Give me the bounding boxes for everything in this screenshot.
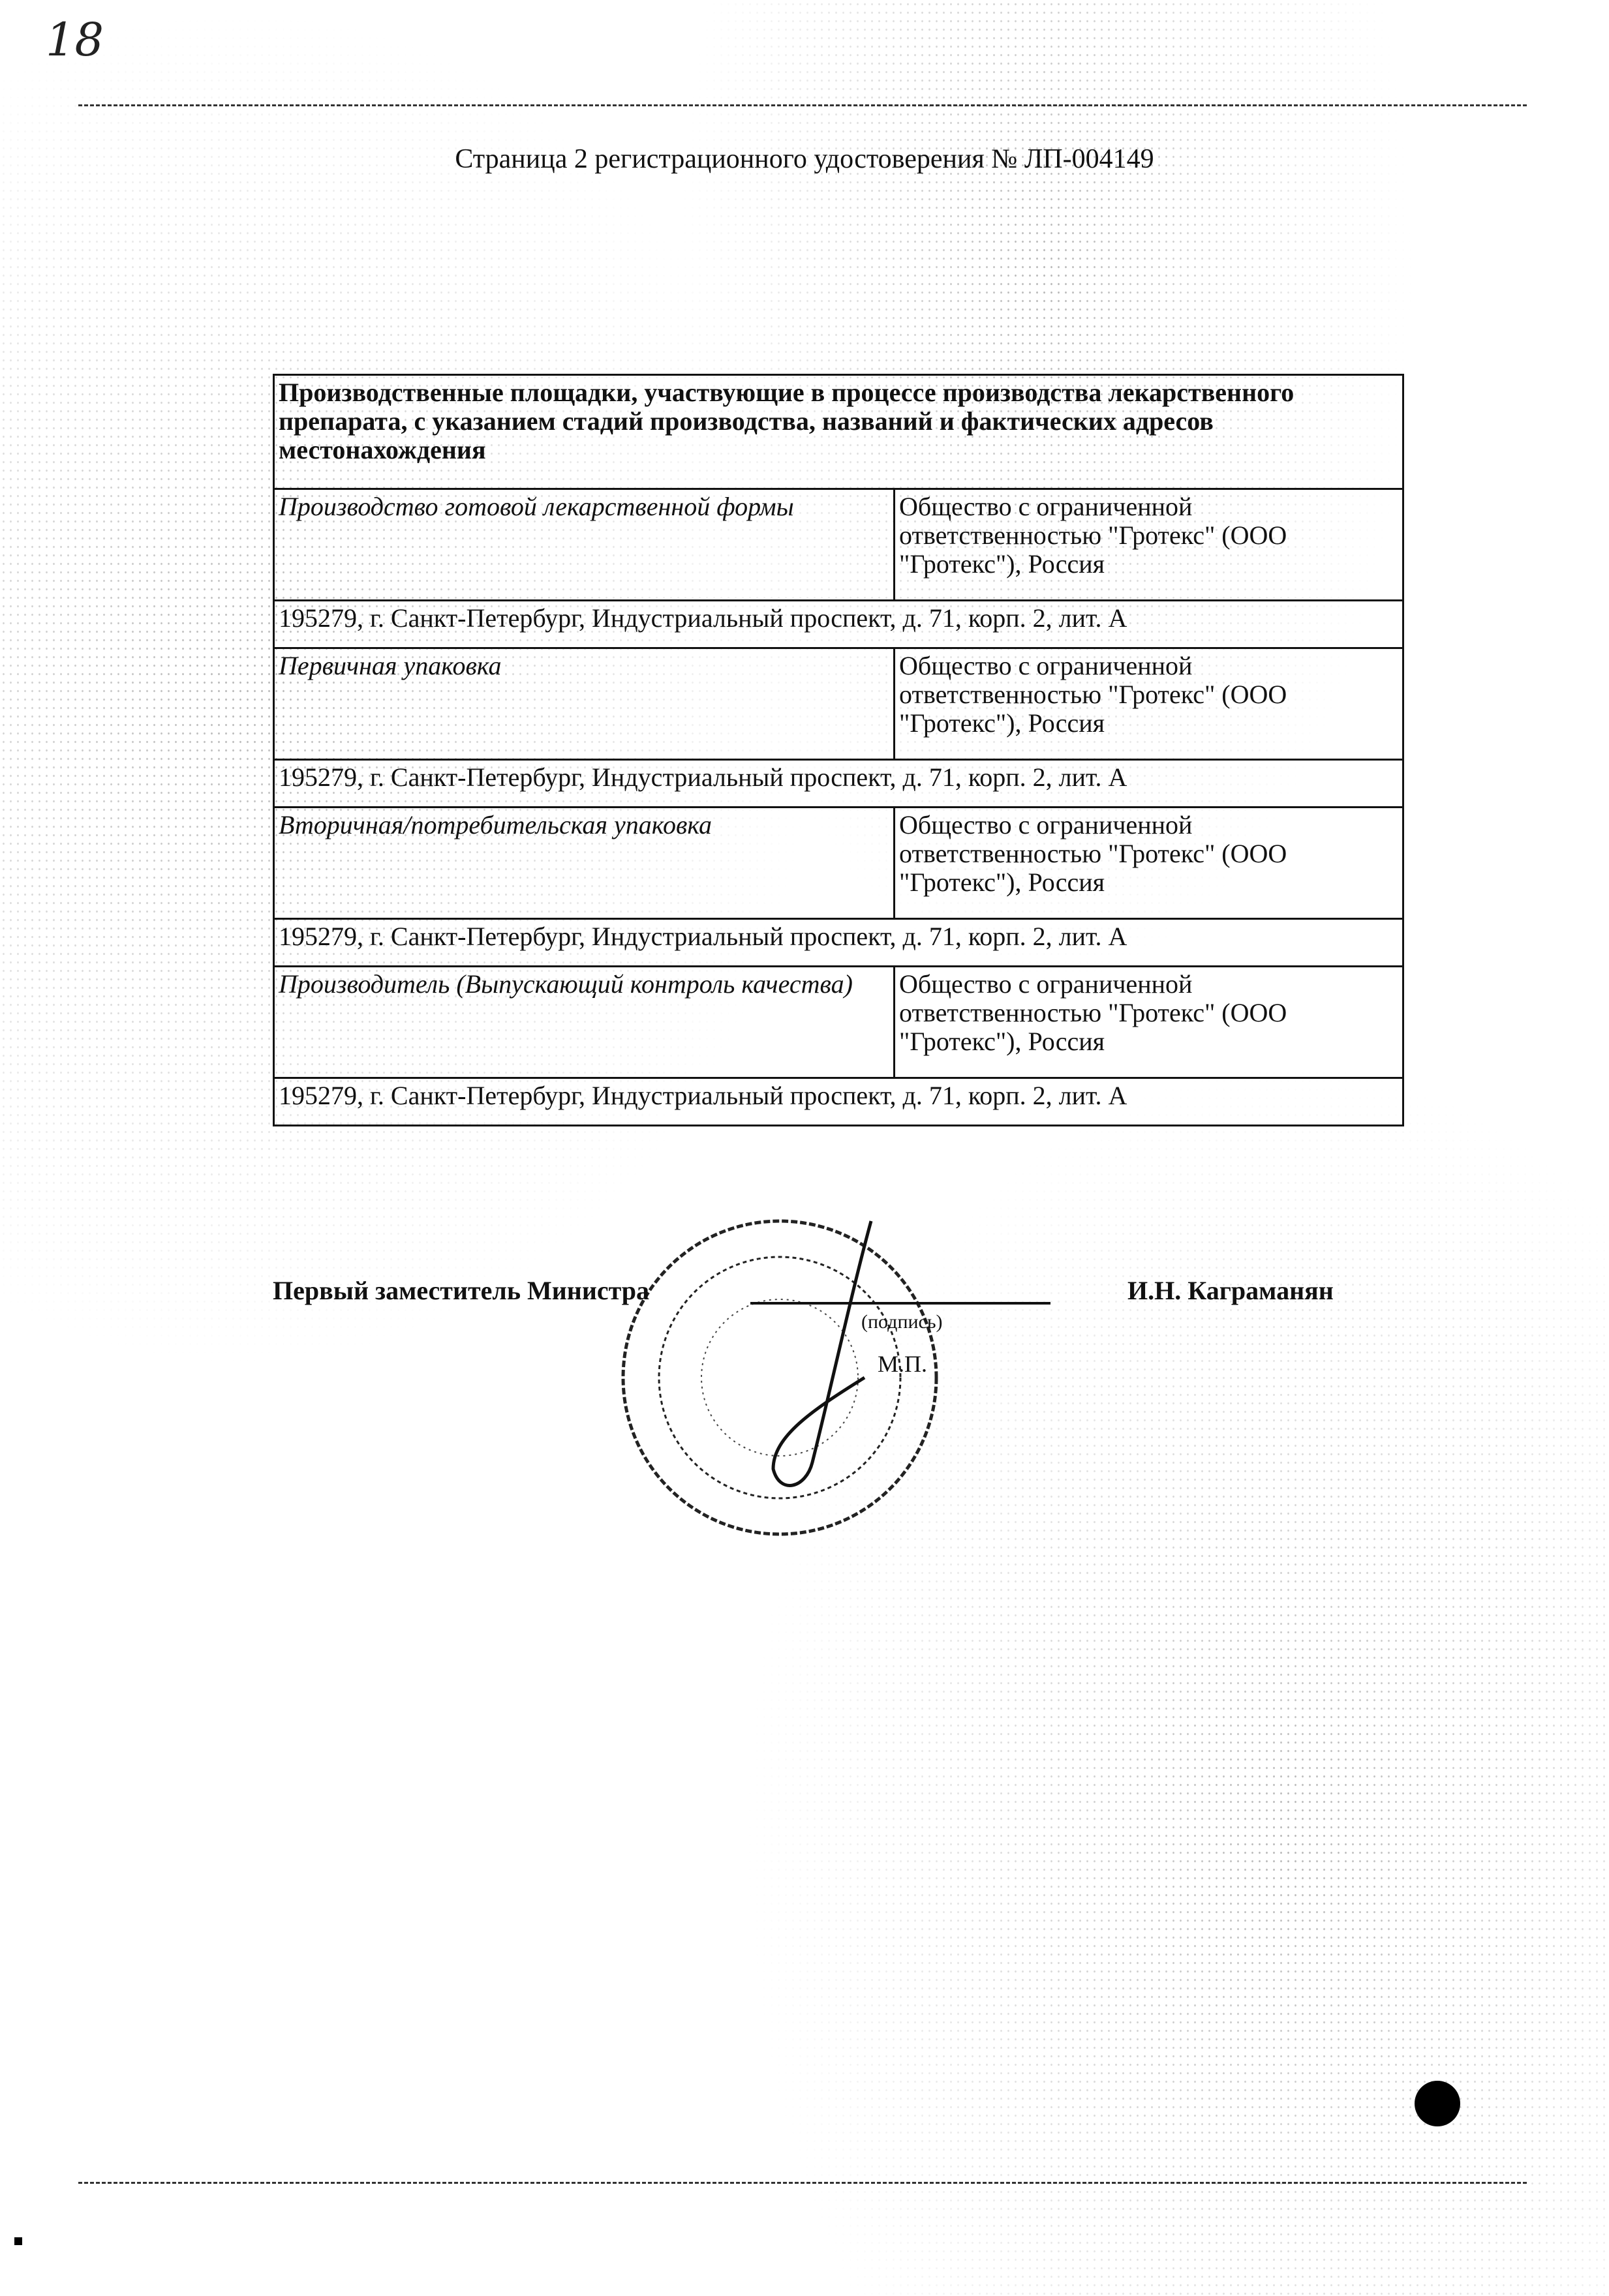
signature-caption: (подпись) bbox=[861, 1311, 943, 1333]
table-header: Производственные площадки, участвующие в процессе производства лекарственного препарата, с указанием стадий производства, названий и фактических адресов местонахождения bbox=[274, 375, 1403, 489]
signatory-position: Первый заместитель Министра bbox=[273, 1276, 650, 1305]
organization-cell: Общество с ограниченной ответственностью "Гротекс" (ООО "Гротекс"), Россия bbox=[895, 648, 1403, 760]
signatory-name: И.Н. Каграманян bbox=[1127, 1276, 1334, 1305]
stage-cell: Вторичная/потребительская упаковка bbox=[274, 808, 895, 919]
signature-line bbox=[750, 1302, 1050, 1305]
organization-cell: Общество с ограниченной ответственностью "Гротекс" (ООО "Гротекс"), Россия bbox=[895, 808, 1403, 919]
organization-cell: Общество с ограниченной ответственностью "Гротекс" (ООО "Гротекс"), Россия bbox=[895, 967, 1403, 1078]
table-row bbox=[274, 489, 1403, 601]
scan-mark-dot bbox=[1415, 2081, 1460, 2126]
signature-scribble bbox=[773, 1221, 871, 1485]
seal-caption: М.П. bbox=[878, 1351, 928, 1377]
production-sites-table bbox=[273, 374, 1404, 1126]
table-row bbox=[274, 808, 1403, 919]
stage-cell: Производство готовой лекарственной формы bbox=[274, 489, 895, 601]
official-seal-stamp bbox=[617, 1215, 943, 1541]
table-row bbox=[274, 648, 1403, 760]
table-row bbox=[274, 967, 1403, 1078]
frame-bottom-line bbox=[78, 2182, 1527, 2184]
address-cell: 195279, г. Санкт-Петербург, Индустриальный проспект, д. 71, корп. 2, лит. А bbox=[274, 760, 1403, 808]
frame-top-line bbox=[78, 104, 1527, 106]
page-title: Страница 2 регистрационного удостоверения № ЛП-004149 bbox=[455, 144, 1154, 174]
stage-cell: Производитель (Выпускающий контроль качества) bbox=[274, 967, 895, 1078]
address-cell: 195279, г. Санкт-Петербург, Индустриальный проспект, д. 71, корп. 2, лит. А bbox=[274, 1078, 1403, 1126]
organization-cell: Общество с ограниченной ответственностью "Гротекс" (ООО "Гротекс"), Россия bbox=[895, 489, 1403, 601]
address-cell: 195279, г. Санкт-Петербург, Индустриальный проспект, д. 71, корп. 2, лит. А bbox=[274, 601, 1403, 648]
handwritten-page-number: 18 bbox=[46, 13, 104, 67]
address-cell: 195279, г. Санкт-Петербург, Индустриальный проспект, д. 71, корп. 2, лит. А bbox=[274, 919, 1403, 967]
stage-cell: Первичная упаковка bbox=[274, 648, 895, 760]
scan-mark-square bbox=[14, 2237, 22, 2245]
